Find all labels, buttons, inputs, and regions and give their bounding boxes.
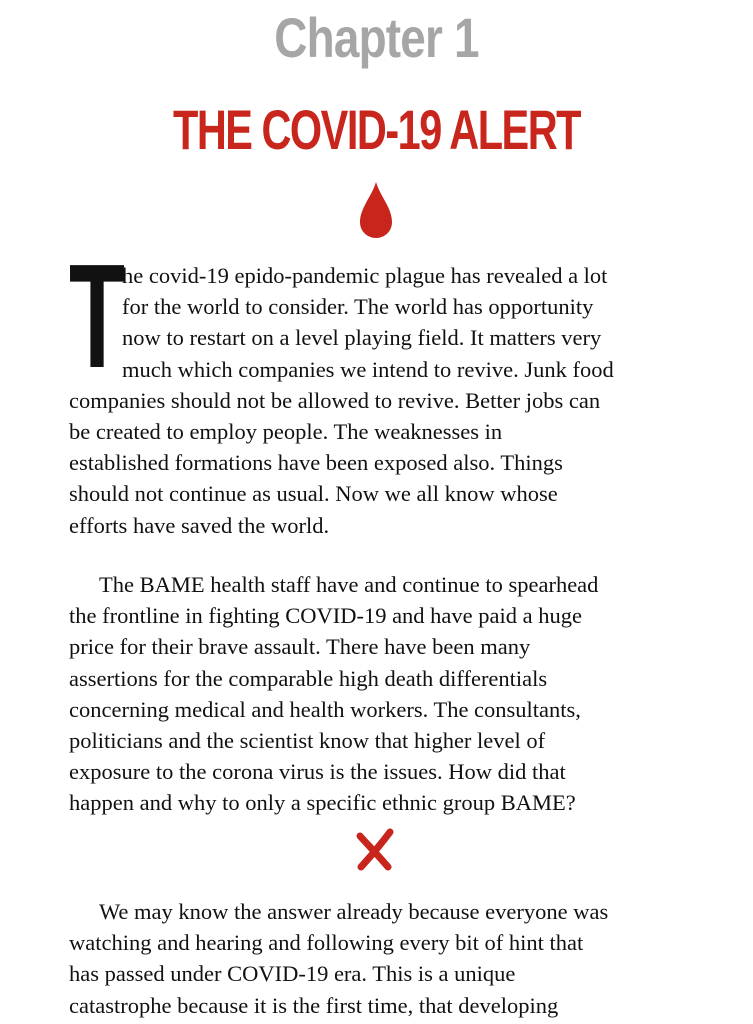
paragraph-3 — [69, 896, 689, 1021]
chapter-number: Chapter 1 — [274, 6, 479, 69]
text-line: assertions for the comparable high death differentials — [69, 665, 548, 691]
text-line: concerning medical and health workers. The consultants, — [69, 696, 581, 722]
text-line: happen and why to only a specific ethnic group BAME? — [69, 790, 576, 816]
text-line: price for their brave assault. There have been many — [69, 634, 531, 660]
paragraph-1 — [69, 234, 689, 541]
text-line: We may know the answer already because everyone was — [99, 899, 609, 924]
text-line: be created to employ people. The weaknesses in — [69, 419, 503, 445]
text-line: for the world to consider. The world has opportunity — [122, 294, 594, 320]
text-line: now to restart on a level playing field. It matters very — [122, 325, 602, 351]
text-line: efforts have saved the world. — [69, 512, 330, 538]
blood-drop-icon — [358, 180, 394, 240]
red-cross-mark-icon — [355, 828, 395, 872]
text-line: politicians and the scientist know that higher level of — [69, 728, 546, 754]
text-line: much which companies we intend to revive. Junk food — [122, 356, 614, 382]
text-line: companies should not be allowed to revive. Better jobs can — [69, 387, 601, 413]
text-line: has passed under COVID-19 era. This is a unique — [69, 961, 516, 987]
text-line: should not continue as usual. Now we all know whose — [69, 481, 558, 507]
text-line: catastrophe because it is the first time, that developing — [69, 992, 559, 1018]
text-line: the frontline in fighting COVID-19 and have paid a huge — [69, 603, 582, 629]
text-line: The BAME health staff have and continue to spearhead — [99, 572, 599, 597]
chapter-title: THE COVID-19 ALERT — [172, 98, 580, 161]
drop-cap: T — [69, 234, 126, 399]
text-line: exposure to the corona virus is the issues. How did that — [69, 759, 566, 785]
text-line: he covid-19 epido-pandemic plague has revealed a lot — [122, 263, 608, 288]
text-line: watching and hearing and following every bit of hint that — [69, 930, 584, 956]
text-line: established formations have been exposed also. Things — [69, 450, 563, 476]
paragraph-2 — [69, 569, 689, 819]
